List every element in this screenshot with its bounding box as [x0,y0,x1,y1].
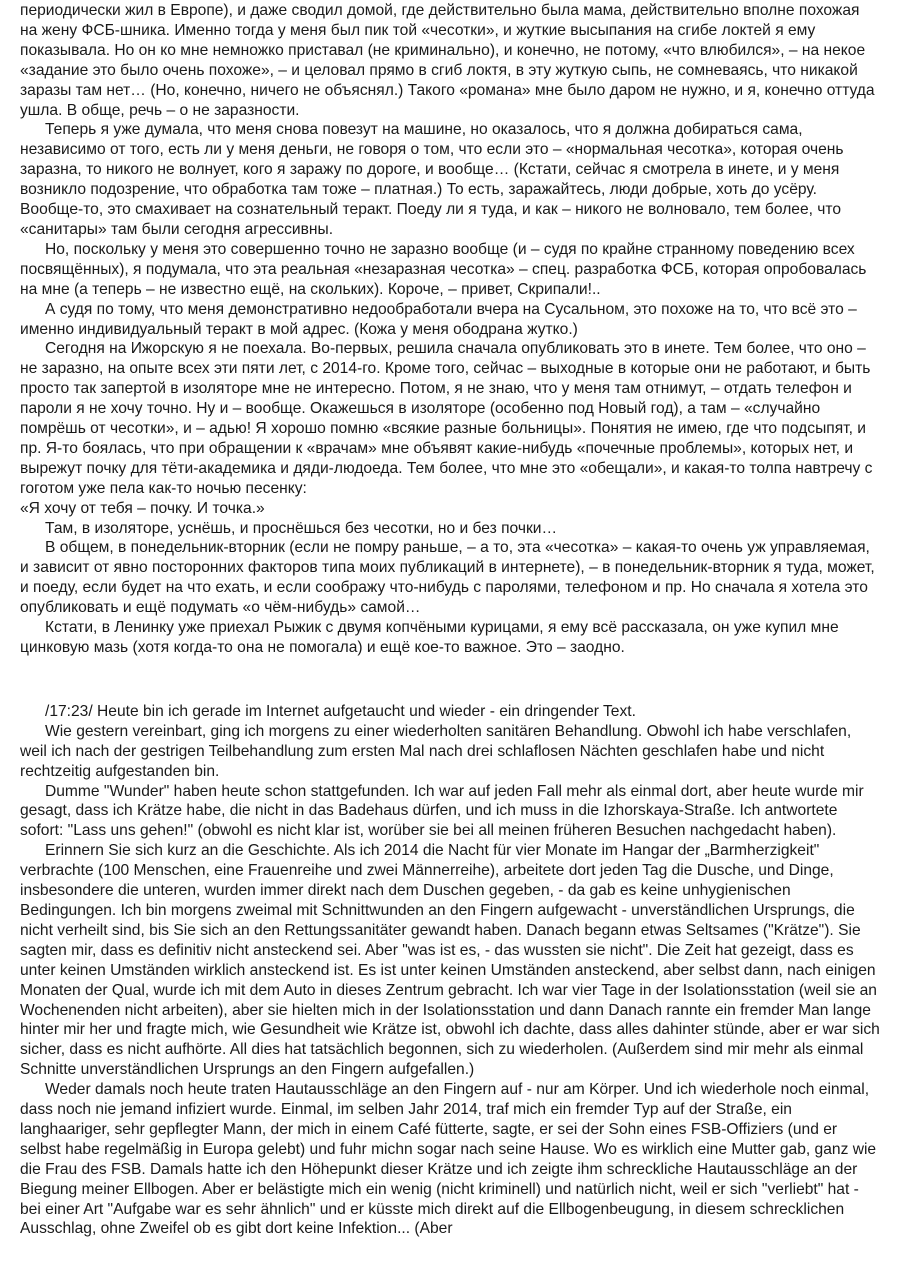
quoted-line: «Я хочу от тебя – почку. И точка.» [20,499,265,517]
russian-text-section [20,0,880,658]
paragraph: Weder damals noch heute traten Hautausschläge an den Fingern auf - nur am Körper. Und ich wiederhole noch einmal, dass noch nie jemand infiziert wurde. Einmal, im selben Jahr 2014, traf mich ein fremder Typ auf der Straße, ein langhaariger, sehr gepflegter Mann, der mich in einem Café fütterte, sagte, er sei der Sohn eines FSB-Offiziers (und er selbst habe regelmäßig in Europa gelebt) und fuhr michn sogar nach seine Hause. Wo es wirklich eine Mutter gab, ganz wie die Frau des FSB. Damals hatte ich den Höhepunkt dieser Krätze und ich zeigte ihm schreckliche Hautausschläge an der Biegung meiner Ellbogen. Aber er belästigte mich ein wenig (nicht kriminell) und natürlich nicht, weil er sich "verliebt" hat - bei einer Art "Aufgabe war es sehr ähnlich" und er küsste mich direkt auf die Ellbogenbeugung, in diesem schrecklichen Ausschlag, ohne Zweifel ob es gibt dort keine Infektion... (Aber [20,1081,877,1238]
paragraph: Сегодня на Ижорскую я не поехала. Во-первых, решила сначала опубликовать это в инете. Тем более, что оно – не заразно, на опыте всех эти пяти лет, с 2014-го. Кроме того, сейчас – выходные в которые они не работают, и быть просто так запертой в изоляторе мне не интересно. Потом, я не знаю, что у меня там отнимут, – отдать телефон и пароли я не хочу точно. Ну и – вообще. Окажешься в изоляторе (особенно под Новый год), а там – «случайно помрёшь от чесотки», и – адью! Я хорошо помню «всякие разные больницы». Понятия не имею, где что подсыпят, и пр. Я-то боялась, что при обращении к «врачам» мне объявят какие-нибудь «почечные проблемы», которых нет, и вырежут почку для тёти-академика и дяди-людоеда. Тем более, что мне это «обещали», и какая-то толпа навтречу с гоготом уже пела как-то ночью песенку: [20,340,873,497]
timestamp-paragraph: /17:23/ Heute bin ich gerade im Internet aufgetaucht und wieder - ein dringender Text. [45,702,636,720]
paragraph: Там, в изоляторе, уснёшь, и проснёшься без чесотки, но и без почки… [45,519,558,537]
paragraph: Erinnern Sie sich kurz an die Geschichte. Als ich 2014 die Nacht für vier Monate im Hangar der „Barmherzigkeit" verbrachte (100 Menschen, eine Frauenreihe und zwei Männerreihe), arbeitete dort jeden Tag die Dusche, und Dinge, insbesondere die unteren, wurden immer direkt nach dem Duschen gegeben, - da gab es keine unhygienischen Bedingungen. Ich bin morgens zweimal mit Schnittwunden an den Fingern aufgewacht - unverständlichen Ursprungs, die nicht verheilt sind, bis Sie sich an den Rettungssanitäter gewandt haben. Danach begann etwas Seltsames ("Krätze"). Sie sagten mir, dass es definitiv nicht ansteckend sei. Aber "was ist es, - das wussten sie nicht". Die Zeit hat gezeigt, dass es unter keinen Umständen wirklich ansteckend ist. Es ist unter keinen Umständen ansteckend, aber selbst dann, nach einigen Monaten der Qual, wurde ich mit dem Auto in dieses Zentrum gebracht. Ich war vier Tage in der Isolationsstation (weil sie an Wochenenden nicht arbeiten), aber sie hielten mich in der Isolationsstation und dann Danach rannte ein fremder Man lange hinter mir her und fragte mich, wie Gesundheit wie Krätze ist, obwohl ich dachte, dass alles dahinter stünde, aber er war sich sicher, dass es nicht aufhörte. All dies hat tatsächlich begonnen, sich zu wiederholen. (Außerdem sind mir mehr als einmal Schnitte unverständlichen Ursprungs an den Fingern aufgefallen.) [20,842,880,1079]
document-page [20,0,880,1239]
paragraph: А судя по тому, что меня демонстративно недообработали вчера на Сусальном, это похоже на то, что всё это – именно индивидуальный теракт в мой адрес. (Кожа у меня ободрана жутко.) [20,300,857,338]
paragraph: Dumme "Wunder" haben heute schon stattgefunden. Ich war auf jeden Fall mehr als einmal dort, aber heute wurde mir gesagt, dass ich Krätze habe, die nicht in das Badehaus dürfen, und ich muss in die Izhorskaya-Straße. Ich antwortete sofort: "Lass uns gehen!" (obwohl es nicht klar ist, worüber sie bei all meinen früheren Besuchen nachgedacht haben). [20,782,864,840]
paragraph: Кстати, в Ленинку уже приехал Рыжик с двумя копчёными курицами, я ему всё рассказала, он уже купил мне цинковую мазь (хотя когда-то она не помогала) и ещё кое-то важное. Это – заодно. [20,619,839,656]
paragraph: Теперь я уже думала, что меня снова повезут на машине, но оказалось, что я должна добираться сама, независимо от того, есть ли у меня деньги, не говоря о том, что если это – «нормальная чесотка», которая очень заразна, то никого не волнует, кого я заражу по дороге, и вообще… (Кстати, сейчас я смотрела в инете, и у меня возникло подозрение, что обработка там тоже – платная.) То есть, заражайтесь, люди добрые, хоть до усёру. Вообще-то, это смахивает на сознательный теракт. Поеду ли я туда, и как – никого не волновало, тем более, что «санитары» там были сегодня агрессивны. [20,121,844,238]
paragraph: периодически жил в Европе), и даже сводил домой, где действительно была мама, действительно вполне похожая на жену ФСБ-шника. Именно тогда у меня был пик той «чесотки», и жуткие высыпания на сгибе локтей я ему показывала. Но он ко мне немножко приставал (не криминально), и конечно, не потому, «что влюбился», – на некое «задание это было очень похоже», – и целовал прямо в сгиб локтя, в эту жуткую сыпь, не сомневаясь, что никакой заразы там нет… (Но, конечно, ничего не объяснял.) Такого «романа» мне было даром не нужно, и я, конечно оттуда ушла. В обще, речь – о не заразности. [20,2,875,119]
paragraph: Wie gestern vereinbart, ging ich morgens zu einer wiederholten sanitären Behandlung. Obwohl ich habe verschlafen, weil ich nach der gestrigen Teilbehandlung zum ersten Mal nach drei schlaflosen Nächten geschlafen habe und nicht rechtzeitig aufgestanden bin. [20,722,852,780]
paragraph: В общем, в понедельник-вторник (если не помру раньше, – а то, эта «чесотка» – какая-то очень уж управляемая, и зависит от явно посторонних факторов типа моих публикаций в интернете), – в понедельник-вторник я туда, может, и поеду, если будет на что ехать, и если соображу что-нибудь с паролями, телефоном и пр. Но сначала я хотела это опубликовать и ещё подумать «о чём-нибудь» самой… [20,539,875,617]
german-text-section [20,702,880,1239]
paragraph: Но, поскольку у меня это совершенно точно не заразно вообще (и – судя по крайне странному поведению всех посвящённых), я подумала, что эта реальная «незаразная чесотка» – спец. разработка ФСБ, которая опробовалась на мне (а теперь – не известно ещё, на скольких). Короче, – привет, Скрипали!.. [20,240,867,298]
